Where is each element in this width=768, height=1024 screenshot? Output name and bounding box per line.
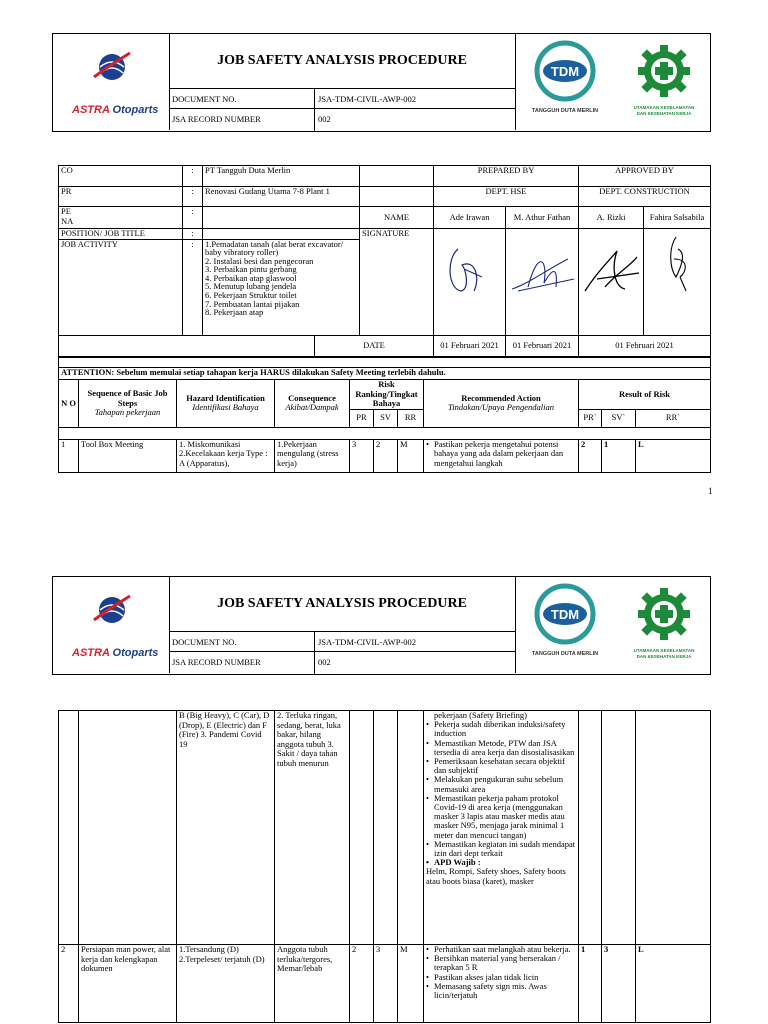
date-3: 01 Februari 2021 xyxy=(579,335,711,356)
row-hazard: 1. Miskomunikasi 2.Kecelakaan kerja Type : A (Apparatus), xyxy=(177,439,275,472)
signature-2 xyxy=(506,229,579,336)
row-rr2: L xyxy=(636,439,711,472)
colon: : xyxy=(183,187,203,207)
row-pr: 3 xyxy=(350,439,374,472)
row-action: • Pastikan pekerja mengetahui potensi bahaya yang ada dalam pekerjaan dan mengetahui langkah xyxy=(426,440,576,469)
activity-item: 5. Menutup lubang jendela xyxy=(205,281,297,292)
doc-number-label: DOCUMENT NO. xyxy=(172,94,237,104)
row-step: Tool Box Meeting xyxy=(79,439,177,472)
activity-item: 2. Instalasi besi dan pengecoran xyxy=(205,255,314,266)
doc-number-row xyxy=(169,88,515,109)
signature-4 xyxy=(644,229,711,336)
row-pr2: 2 xyxy=(579,439,602,472)
row-no: 1 xyxy=(59,439,79,472)
attention-note: ATTENTION: Sebelum memulai setiap tahapan kerja HARUS dilakukan Safety Meeting terlebih dahulu. xyxy=(59,368,711,380)
col-action: Recommended Action xyxy=(461,392,541,403)
activity-label: JOB ACTIVITY xyxy=(59,239,183,335)
col-sv2: SV` xyxy=(602,409,636,427)
page1-header xyxy=(52,33,711,132)
row-action xyxy=(424,945,579,1023)
signature-athur-icon xyxy=(508,229,578,309)
partner-logos xyxy=(515,33,710,130)
page-title: JOB SAFETY ANALYSIS PROCEDURE xyxy=(217,595,467,611)
partner-logos xyxy=(515,576,710,673)
record-number-value: 002 xyxy=(318,114,331,124)
doc-number-value: JSA-TDM-CIVIL-AWP-002 xyxy=(318,94,417,104)
name-3: A. Rizki xyxy=(579,207,644,229)
record-number-label: JSA RECORD NUMBER xyxy=(172,657,261,667)
svg-text:TANGGUH DUTA MERLIN: TANGGUH DUTA MERLIN xyxy=(531,108,599,114)
colon: : xyxy=(183,229,203,240)
action-item: • Memasang safety sign mis. Awas licin/terjatuh xyxy=(426,982,576,1000)
astra-wordmark xyxy=(72,104,158,116)
row-sv2: 3 xyxy=(602,945,636,1023)
row-consequence: 2. Terluka ringan, sedang, berat, luka bakar, hilang anggota tubuh 3. Sakit / daya tahan tubuh menurun xyxy=(275,711,350,945)
signature-ade-icon xyxy=(436,229,504,309)
row-sv: 2 xyxy=(374,439,398,472)
record-number-row xyxy=(169,108,515,131)
astra-logo xyxy=(52,33,170,130)
page-number: 1 xyxy=(708,486,713,496)
col-pr2: PR` xyxy=(579,409,602,427)
position-label: POSITION/ JOB TITLE xyxy=(59,229,183,240)
astra-wordmark xyxy=(72,647,158,659)
colon: : xyxy=(183,166,203,187)
row-step: Persiapan man power, alat kerja dan kelengkapan dokumen xyxy=(79,945,177,1023)
col-consequence-it: Akibat/Dampak xyxy=(285,402,339,413)
svg-text:TDM: TDM xyxy=(550,607,580,622)
col-rr2: RR` xyxy=(636,409,711,427)
apd-title: • APD Wajib : xyxy=(426,858,576,867)
apd-text: Helm, Rompi, Safety shoes, Safety boots atau boots biasa (karet), masker xyxy=(426,866,566,886)
tdm-logo-icon xyxy=(530,39,600,115)
signature-3 xyxy=(579,229,644,336)
colon: : xyxy=(183,207,203,229)
col-sv: SV xyxy=(374,409,398,427)
table-row xyxy=(59,439,711,472)
record-number-value: 002 xyxy=(318,657,331,667)
row-consequence: Anggota tubuh terluka/tergores, Memar/lebab xyxy=(275,945,350,1023)
doc-number-row xyxy=(169,631,515,652)
tdm-logo-icon xyxy=(530,582,600,658)
row-consequence: 1.Pekerjaan mengulang (stress kerja) xyxy=(275,439,350,472)
activity-list xyxy=(203,239,360,335)
name-4: Fahira Salsabila xyxy=(644,207,711,229)
company-value: PT Tangguh Duta Merlin xyxy=(203,166,360,187)
col-pr: PR xyxy=(350,409,374,427)
action-item: • Pemeriksaan kesehatan secara objektif dan subjektif xyxy=(426,757,576,775)
project-value: Renovasi Gudang Utama 7-8 Plant 1 xyxy=(203,187,360,207)
activity-item: 7. Pembuatan lantai pijakan xyxy=(205,298,300,309)
date-label: DATE xyxy=(315,335,434,356)
k3-gear-icon xyxy=(624,586,704,662)
col-steps-it: Tahapan pekerjaan xyxy=(94,407,161,417)
prepared-label: PE xyxy=(61,206,71,216)
col-consequence: Consequence xyxy=(288,392,336,403)
record-number-row xyxy=(169,651,515,674)
row-action xyxy=(424,711,579,945)
action-item: • Melakukan pengukuran suhu sebelum memasuki area xyxy=(426,775,576,793)
activity-item: 3. Perbaikan pintu gerbang xyxy=(205,264,297,275)
astra-logo xyxy=(52,576,170,673)
astra-word: ASTRA xyxy=(72,104,110,116)
signature-fahira-icon xyxy=(646,229,710,309)
record-number-label: JSA RECORD NUMBER xyxy=(172,114,261,124)
approved-by-label: APPROVED BY xyxy=(579,166,711,187)
table-row xyxy=(59,945,711,1023)
col-rr: RR xyxy=(398,409,424,427)
page-title: JOB SAFETY ANALYSIS PROCEDURE xyxy=(217,52,467,68)
action-item: • Pekerja sudah diberikan induksi/safety induction xyxy=(426,720,576,738)
col-no: N O xyxy=(59,380,79,428)
svg-text:TANGGUH DUTA MERLIN: TANGGUH DUTA MERLIN xyxy=(531,651,599,657)
action-item: • Memastikan pekerja paham protokol Covid-19 di area kerja (menggunakan masker 3 lapis atau masker medis atau masker N95, menjaga jarak minimal 1 meter dan mencuci tangan) xyxy=(426,794,576,840)
activity-item: 8. Pekerjaan atap xyxy=(205,307,264,318)
signature-rizki-icon xyxy=(581,229,645,309)
date-2: 01 Februari 2021 xyxy=(506,335,579,356)
jsa-table-page1 xyxy=(58,357,711,473)
k3-gear-icon xyxy=(624,43,704,119)
action-item: • Memastikan Metode, PTW dan JSA tersedia di area kerja dan disosialisasikan xyxy=(426,739,576,757)
dept-hse: DEPT. HSE xyxy=(434,187,579,207)
col-action-it: Tindakan/Upaya Pengendalian xyxy=(447,402,554,413)
action-item: • Bersihkan material yang berserakan / terapkan 5 R xyxy=(426,954,576,972)
col-steps: Sequence of Basic Job Steps xyxy=(87,388,168,408)
action-item: • Perhatikan saat melangkah atau bekerja. xyxy=(426,945,576,954)
doc-number-label: DOCUMENT NO. xyxy=(172,637,237,647)
jsa-table-page2 xyxy=(58,710,711,1023)
row-rr2: L xyxy=(636,945,711,1023)
row-pr: 2 xyxy=(350,945,374,1023)
svg-text:DAN KESEHATAN KERJA: DAN KESEHATAN KERJA xyxy=(636,654,692,659)
col-hazard: Hazard Identification xyxy=(186,392,265,403)
otoparts-word: Otoparts xyxy=(109,647,159,659)
prepared-by-label: PREPARED BY xyxy=(434,166,579,187)
date-1: 01 Februari 2021 xyxy=(434,335,506,356)
astra-globe-icon xyxy=(92,47,132,91)
row-no: 2 xyxy=(59,945,79,1023)
col-risk: Risk Ranking/Tingkat Bahaya xyxy=(350,380,424,410)
otoparts-word: Otoparts xyxy=(109,104,159,116)
row-sv: 3 xyxy=(374,945,398,1023)
signature-label: SIGNATURE xyxy=(360,229,434,336)
name-1: Ade Irawan xyxy=(434,207,506,229)
row-pr2: 1 xyxy=(579,945,602,1023)
astra-word: ASTRA xyxy=(72,647,110,659)
row-sv2: 1 xyxy=(602,439,636,472)
doc-number-value: JSA-TDM-CIVIL-AWP-002 xyxy=(318,637,417,647)
col-result: Result of Risk xyxy=(579,380,711,410)
dept-construction: DEPT. CONSTRUCTION xyxy=(579,187,711,207)
row-hazard: 1.Tersandung (D) 2.Terpeleset/ terjatuh (D) xyxy=(177,945,275,1023)
info-table xyxy=(58,165,711,357)
project-label: PR xyxy=(59,187,183,207)
action-continued: pekerjaan (Safety Briefing) xyxy=(434,710,527,720)
col-hazard-it: Identifikasi Bahaya xyxy=(192,402,259,413)
page2-header xyxy=(52,576,711,675)
action-item: • Memastikan kegiatan ini sudah mendapat izin dari dept terkait xyxy=(426,840,576,858)
svg-text:TDM: TDM xyxy=(550,64,580,79)
svg-text:UTAMAKAN KESELAMATAN: UTAMAKAN KESELAMATAN xyxy=(633,648,695,653)
svg-text:UTAMAKAN KESELAMATAN: UTAMAKAN KESELAMATAN xyxy=(633,105,695,110)
svg-text:DAN KESEHATAN KERJA: DAN KESEHATAN KERJA xyxy=(636,111,692,116)
activity-item: 4. Perbaikan atap glaswool xyxy=(205,272,297,283)
name-2: M. Athur Fathan xyxy=(506,207,579,229)
row-hazard: B (Big Heavy), C (Car), D (Drop), E (Electric) dan F (Fire) 3. Pandemi Covid 19 xyxy=(177,711,275,945)
activity-item: 6. Pekerjaan Struktur toilet xyxy=(205,290,297,301)
astra-globe-icon xyxy=(92,590,132,634)
name-label: NAME xyxy=(360,207,434,229)
colon: : xyxy=(183,239,203,335)
action-item: • Pastikan akses jalan tidak licin xyxy=(426,973,576,982)
activity-item: 1.Pemadatan tanah (alat berat excavator/ baby vibratory roller) xyxy=(205,238,344,258)
row-rr: M xyxy=(398,945,424,1023)
row-rr: M xyxy=(398,439,424,472)
signature-1 xyxy=(434,229,506,336)
company-label: CO xyxy=(59,166,183,187)
table-row xyxy=(59,711,711,945)
prepared-label-2: NA xyxy=(61,215,74,226)
